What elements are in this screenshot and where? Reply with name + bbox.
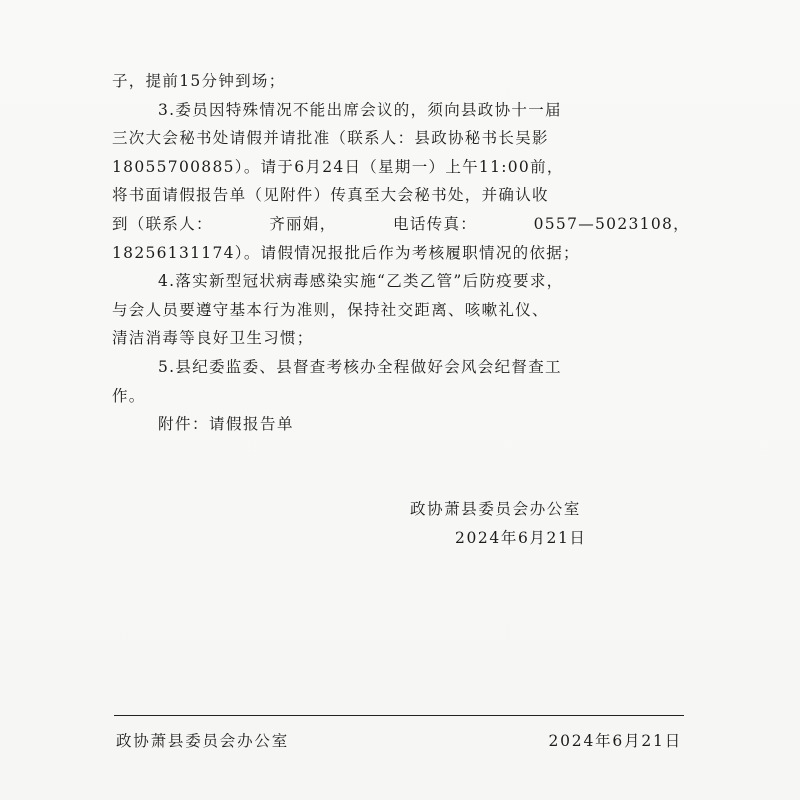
fax-label: 电话传真： [393, 214, 478, 233]
body-line-9: 与会人员要遵守基本行为准则，保持社交距离、咳嗽礼仪、 [112, 300, 549, 319]
signature-date: 2024年6月21日 [455, 529, 587, 547]
footer-organization: 政协萧县委员会办公室 [116, 732, 290, 750]
signature-organization: 政协萧县委员会办公室 [410, 500, 582, 518]
body-line-6 [112, 210, 690, 239]
body-line-12: 作。 [112, 386, 146, 405]
fax-number: 0557—5023108， [533, 214, 690, 233]
contact-name: 齐丽娟， [269, 214, 337, 233]
footer-divider [114, 715, 684, 716]
body-line-item-5: 5.县纪委监委、县督查考核办全程做好会风会纪督查工 [158, 357, 562, 376]
footer-date: 2024年6月21日 [548, 732, 682, 750]
body-line-4: 18055700885）。请于6月24日（星期一）上午11:00前， [112, 157, 564, 176]
body-line-item-4: 4.落实新型冠状病毒感染实施“乙类乙管”后防疫要求， [158, 272, 564, 291]
body-line-1: 子，提前15分钟到场； [112, 72, 286, 90]
document-body [112, 67, 690, 439]
body-line-10: 清洁消毒等良好卫生习惯； [112, 329, 314, 348]
contact-label: 到（联系人： [112, 214, 213, 233]
body-line-7: 18256131174）。请假情况报批后作为考核履职情况的依据； [112, 243, 580, 262]
body-line-item-3: 3.委员因特殊情况不能出席会议的，须向县政协十一届 [158, 100, 562, 119]
attachment-note: 附件：请假报告单 [158, 415, 295, 434]
body-line-3: 三次大会秘书处请假并请批准（联系人：县政协秘书长吴影 [112, 129, 549, 148]
body-line-5: 将书面请假报告单（见附件）传真至大会秘书处，并确认收 [112, 186, 549, 205]
